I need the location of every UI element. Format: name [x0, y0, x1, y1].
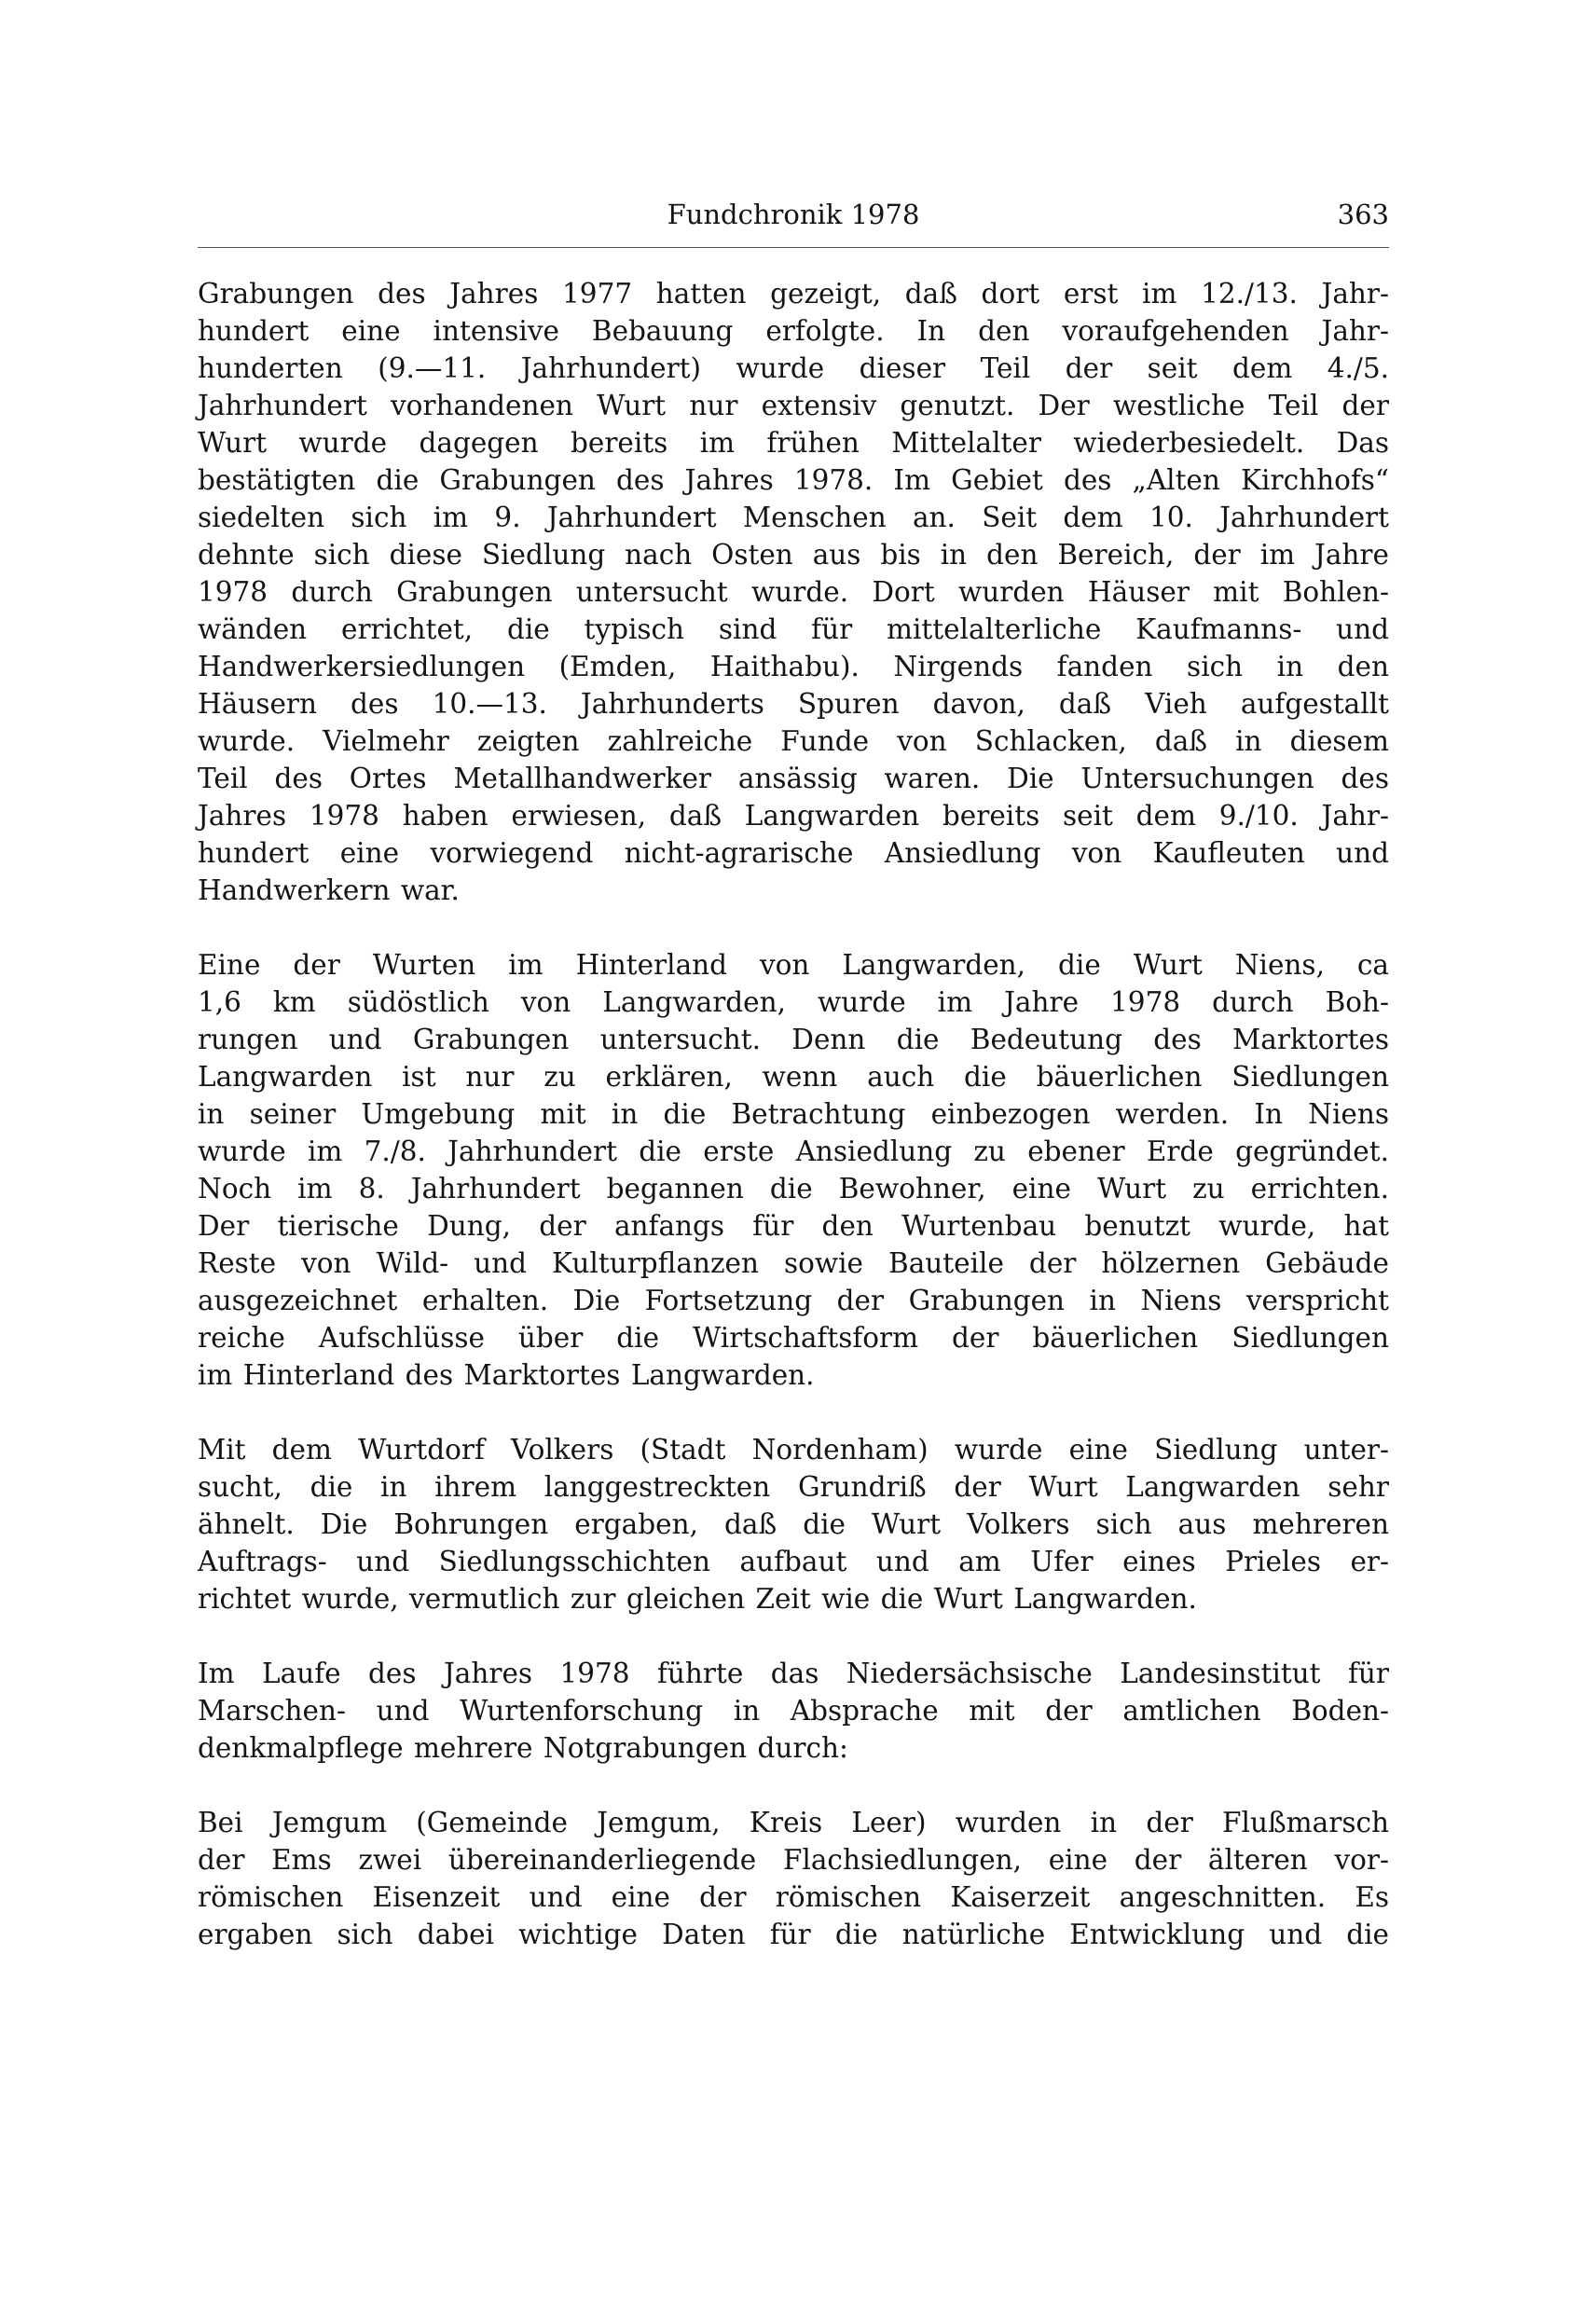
text-line: wänden errichtet, die typisch sind für mittelalterliche Kaufmanns- und — [198, 613, 1389, 645]
text-line: ausgezeichnet erhalten. Die Fortsetzung der Grabungen in Niens verspricht — [198, 1285, 1389, 1316]
paragraph — [198, 1655, 1389, 1767]
text-line: hundert eine intensive Bebauung erfolgte. In den voraufgehenden Jahr- — [198, 315, 1389, 347]
text-line: Der tierische Dung, der anfangs für den Wurtenbau benutzt wurde, hat — [198, 1210, 1389, 1242]
paragraph — [198, 1431, 1389, 1617]
text-line: 1,6 km südöstlich von Langwarden, wurde im Jahre 1978 durch Boh- — [198, 986, 1389, 1018]
text-line: Mit dem Wurtdorf Volkers (Stadt Nordenham) wurde eine Siedlung unter- — [198, 1434, 1389, 1466]
text-line: wurde. Vielmehr zeigten zahlreiche Funde von Schlacken, daß in diesem — [198, 725, 1389, 757]
text-line: Handwerkersiedlungen (Emden, Haithabu). Nirgends fanden sich in den — [198, 651, 1389, 682]
text-line: Häusern des 10.—13. Jahrhunderts Spuren davon, daß Vieh aufgestallt — [198, 688, 1389, 720]
text-line: denkmalpflege mehrere Notgrabungen durch: — [198, 1732, 848, 1764]
header-rule — [198, 247, 1389, 248]
text-line: im Hinterland des Marktortes Langwarden. — [198, 1359, 815, 1391]
text-line: hundert eine vorwiegend nicht-agrarische Ansiedlung von Kaufleuten und — [198, 837, 1389, 869]
text-line: Auftrags- und Siedlungsschichten aufbaut und am Ufer eines Prieles er- — [198, 1546, 1389, 1577]
text-line: römischen Eisenzeit und eine der römischen Kaiserzeit angeschnitten. Es — [198, 1881, 1389, 1913]
text-line: sucht, die in ihrem langgestreckten Grundriß der Wurt Langwarden sehr — [198, 1471, 1389, 1503]
text-line: rungen und Grabungen untersucht. Denn die Bedeutung des Marktortes — [198, 1024, 1389, 1055]
text-line: Jahres 1978 haben erwiesen, daß Langwarden bereits seit dem 9./10. Jahr- — [198, 800, 1389, 832]
text-line: richtet wurde, vermutlich zur gleichen Zeit wie die Wurt Langwarden. — [198, 1583, 1197, 1615]
text-line: Eine der Wurten im Hinterland von Langwarden, die Wurt Niens, ca — [198, 949, 1389, 981]
page-number: 363 — [1337, 199, 1389, 230]
text-line: Handwerkern war. — [198, 874, 460, 906]
text-line: der Ems zwei übereinanderliegende Flachsiedlungen, eine der älteren vor- — [198, 1844, 1389, 1876]
text-line: ähnelt. Die Bohrungen ergaben, daß die Wurt Volkers sich aus mehreren — [198, 1508, 1389, 1540]
text-line: Bei Jemgum (Gemeinde Jemgum, Kreis Leer) wurden in der Flußmarsch — [198, 1807, 1389, 1838]
text-line: Noch im 8. Jahrhundert begannen die Bewohner, eine Wurt zu errichten. — [198, 1173, 1389, 1204]
paragraph — [198, 1804, 1389, 1953]
running-head — [198, 191, 1389, 238]
text-line: bestätigten die Grabungen des Jahres 1978. Im Gebiet des „Alten Kirchhofs“ — [198, 464, 1389, 496]
paragraph — [198, 946, 1389, 1394]
running-title: Fundchronik 1978 — [667, 199, 920, 230]
body-text — [198, 275, 1389, 1990]
text-line: Grabungen des Jahres 1977 hatten gezeigt, daß dort erst im 12./13. Jahr- — [198, 278, 1389, 310]
text-line: Jahrhundert vorhandenen Wurt nur extensiv genutzt. Der westliche Teil der — [198, 390, 1389, 421]
paragraph — [198, 275, 1389, 909]
text-line: dehnte sich diese Siedlung nach Osten aus bis in den Bereich, der im Jahre — [198, 539, 1389, 571]
text-line: ergaben sich dabei wichtige Daten für die natürliche Entwicklung und die — [198, 1919, 1389, 1950]
text-line: Teil des Ortes Metallhandwerker ansässig waren. Die Untersuchungen des — [198, 763, 1389, 794]
text-line: hunderten (9.—11. Jahrhundert) wurde dieser Teil der seit dem 4./5. — [198, 352, 1389, 384]
text-line: Wurt wurde dagegen bereits im frühen Mittelalter wiederbesiedelt. Das — [198, 427, 1389, 459]
text-line: 1978 durch Grabungen untersucht wurde. Dort wurden Häuser mit Bohlen- — [198, 576, 1389, 608]
text-line: Marschen- und Wurtenforschung in Absprache mit der amtlichen Boden- — [198, 1695, 1389, 1727]
text-line: wurde im 7./8. Jahrhundert die erste Ansiedlung zu ebener Erde gegründet. — [198, 1135, 1389, 1167]
text-line: siedelten sich im 9. Jahrhundert Menschen an. Seit dem 10. Jahrhundert — [198, 502, 1389, 533]
text-line: Reste von Wild- und Kulturpflanzen sowie Bauteile der hölzernen Gebäude — [198, 1247, 1389, 1279]
text-line: in seiner Umgebung mit in die Betrachtung einbezogen werden. In Niens — [198, 1098, 1389, 1130]
text-line: Langwarden ist nur zu erklären, wenn auch die bäuerlichen Siedlungen — [198, 1061, 1389, 1093]
text-line: Im Laufe des Jahres 1978 führte das Niedersächsische Landesinstitut für — [198, 1658, 1389, 1689]
text-line: reiche Aufschlüsse über die Wirtschaftsform der bäuerlichen Siedlungen — [198, 1322, 1389, 1354]
